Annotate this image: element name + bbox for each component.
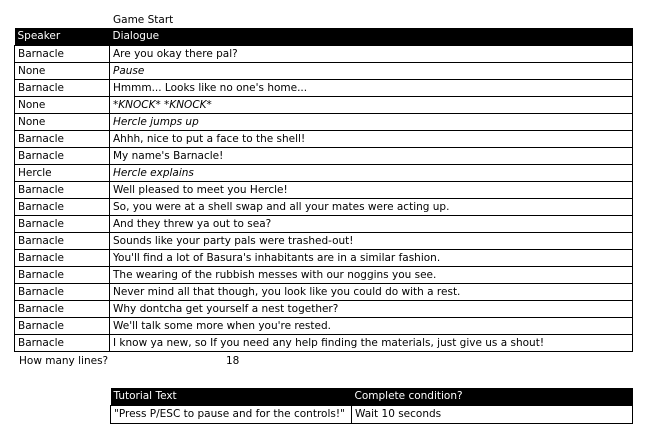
dialogue-cell[interactable]: Sounds like your party pals were trashed-out! (110, 233, 633, 250)
dialogue-cell[interactable]: Why dontcha get yourself a nest together? (110, 301, 633, 318)
tutorial-table (110, 388, 633, 424)
speaker-cell[interactable]: Barnacle (15, 284, 110, 301)
dialogue-row (15, 284, 633, 301)
dialogue-row (15, 250, 633, 267)
line-count-label: How many lines? (19, 355, 109, 367)
dialogue-row (15, 335, 633, 352)
dialogue-header-row (15, 28, 633, 46)
dialogue-row (15, 182, 633, 199)
dialogue-row (15, 63, 633, 80)
speaker-cell[interactable]: Barnacle (15, 46, 110, 63)
tutorial-row (111, 406, 633, 424)
speaker-cell[interactable]: None (15, 97, 110, 114)
tutorial-text-header[interactable]: Tutorial Text (111, 388, 352, 406)
speaker-cell[interactable]: Barnacle (15, 233, 110, 250)
speaker-cell[interactable]: Barnacle (15, 250, 110, 267)
dialogue-cell[interactable]: We'll talk some more when you're rested. (110, 318, 633, 335)
dialogue-row (15, 165, 633, 182)
speaker-cell[interactable]: Barnacle (15, 148, 110, 165)
speaker-cell[interactable]: Barnacle (15, 199, 110, 216)
dialogue-row (15, 216, 633, 233)
complete-condition-cell[interactable]: Wait 10 seconds (352, 406, 633, 424)
dialogue-cell[interactable]: I know ya new, so If you need any help finding the materials, just give us a shout! (110, 335, 633, 352)
dialogue-row (15, 97, 633, 114)
speaker-cell[interactable]: Barnacle (15, 335, 110, 352)
dialogue-row (15, 80, 633, 97)
speaker-cell[interactable]: Barnacle (15, 131, 110, 148)
dialogue-body (15, 46, 633, 352)
dialogue-cell[interactable]: And they threw ya out to sea? (110, 216, 633, 233)
dialogue-cell[interactable]: Hercle jumps up (110, 114, 633, 131)
dialogue-cell[interactable]: Pause (110, 63, 633, 80)
dialogue-row (15, 301, 633, 318)
dialogue-column-header[interactable]: Dialogue (110, 28, 633, 46)
speaker-cell[interactable]: Barnacle (15, 216, 110, 233)
speaker-cell[interactable]: Barnacle (15, 182, 110, 199)
sheet-title: Game Start (113, 14, 174, 26)
dialogue-row (15, 46, 633, 63)
dialogue-table (14, 28, 633, 352)
dialogue-cell[interactable]: Are you okay there pal? (110, 46, 633, 63)
dialogue-row (15, 318, 633, 335)
dialogue-row (15, 131, 633, 148)
dialogue-cell[interactable]: Hercle explains (110, 165, 633, 182)
dialogue-cell[interactable]: Well pleased to meet you Hercle! (110, 182, 633, 199)
dialogue-cell[interactable]: The wearing of the rubbish messes with our noggins you see. (110, 267, 633, 284)
speaker-cell[interactable]: Hercle (15, 165, 110, 182)
tutorial-text-cell[interactable]: "Press P/ESC to pause and for the controls!" (111, 406, 352, 424)
dialogue-cell[interactable]: *KNOCK* *KNOCK* (110, 97, 633, 114)
dialogue-cell[interactable]: Ahhh, nice to put a face to the shell! (110, 131, 633, 148)
speaker-cell[interactable]: Barnacle (15, 267, 110, 284)
tutorial-header-row (111, 388, 633, 406)
dialogue-row (15, 148, 633, 165)
dialogue-cell[interactable]: Never mind all that though, you look like you could do with a rest. (110, 284, 633, 301)
speaker-cell[interactable]: Barnacle (15, 318, 110, 335)
line-count-value[interactable]: 18 (226, 355, 240, 367)
speaker-cell[interactable]: None (15, 114, 110, 131)
speaker-cell[interactable]: Barnacle (15, 301, 110, 318)
speaker-cell[interactable]: None (15, 63, 110, 80)
dialogue-cell[interactable]: My name's Barnacle! (110, 148, 633, 165)
dialogue-row (15, 114, 633, 131)
dialogue-cell[interactable]: So, you were at a shell swap and all your mates were acting up. (110, 199, 633, 216)
dialogue-row (15, 267, 633, 284)
dialogue-row (15, 233, 633, 250)
dialogue-row (15, 199, 633, 216)
dialogue-cell[interactable]: Hmmm... Looks like no one's home... (110, 80, 633, 97)
complete-condition-header[interactable]: Complete condition? (352, 388, 633, 406)
speaker-cell[interactable]: Barnacle (15, 80, 110, 97)
dialogue-cell[interactable]: You'll find a lot of Basura's inhabitants are in a similar fashion. (110, 250, 633, 267)
speaker-column-header[interactable]: Speaker (15, 28, 110, 46)
